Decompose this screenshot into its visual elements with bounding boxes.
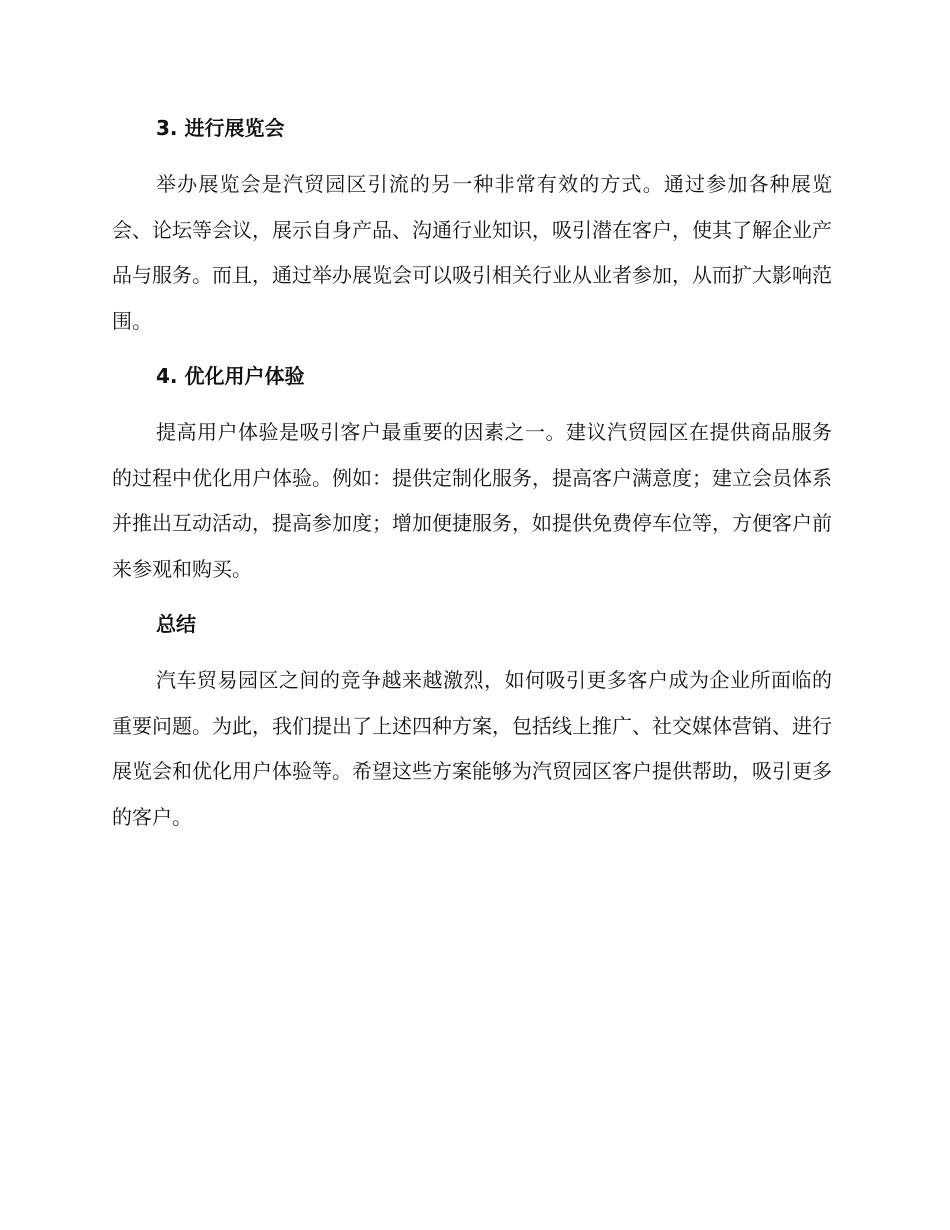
section-heading: 4. 优化用户体验	[156, 364, 305, 388]
section-summary	[112, 604, 832, 840]
section-paragraph: 汽车贸易园区之间的竞争越来越激烈，如何吸引更多客户成为企业所面临的重要问题。为此，我们提出了上述四种方案，包括线上推广、社交媒体营销、进行展览会和优化用户体验等。希望这些方案能够为汽贸园区客户提供帮助，吸引更多的客户。	[112, 668, 832, 829]
section-paragraph: 举办展览会是汽贸园区引流的另一种非常有效的方式。通过参加各种展览会、论坛等会议，展示自身产品、沟通行业知识，吸引潜在客户，使其了解企业产品与服务。而且，通过举办展览会可以吸引相关行业从业者参加，从而扩大影响范围。	[112, 172, 832, 333]
section-heading: 总结	[156, 612, 196, 636]
section-user-experience	[112, 356, 832, 604]
document-body	[112, 108, 832, 840]
section-exhibition	[112, 108, 832, 356]
section-heading: 3. 进行展览会	[156, 116, 285, 140]
section-paragraph: 提高用户体验是吸引客户最重要的因素之一。建议汽贸园区在提供商品服务的过程中优化用户体验。例如：提供定制化服务，提高客户满意度；建立会员体系并推出互动活动，提高参加度；增加便捷服务，如提供免费停车位等，方便客户前来参观和购买。	[112, 420, 832, 581]
